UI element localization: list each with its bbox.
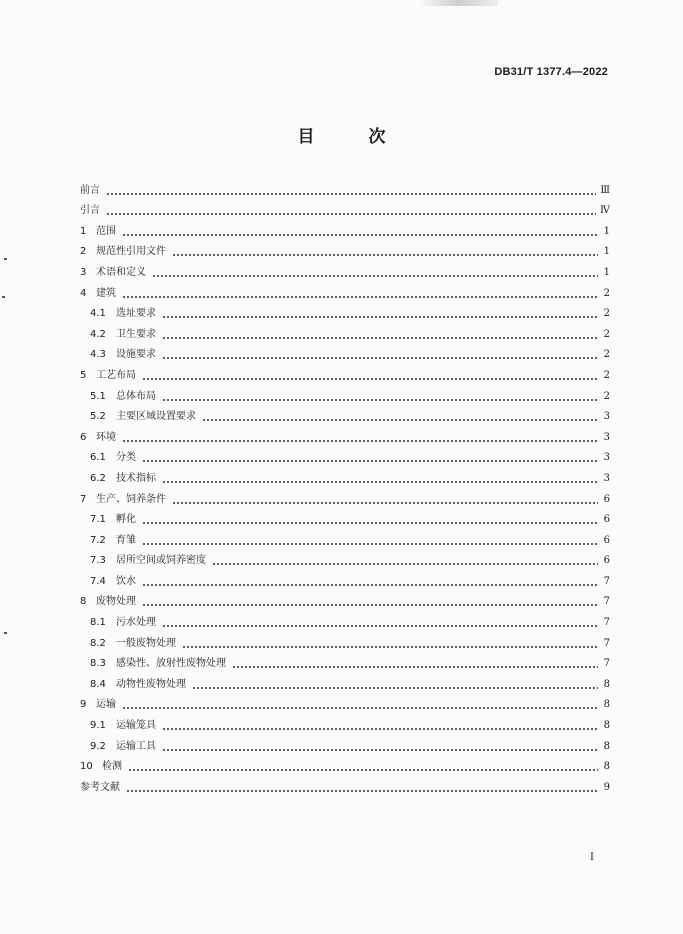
toc-dot-leader (162, 749, 598, 751)
toc-entry[interactable] (80, 198, 610, 219)
toc-dot-leader (126, 790, 598, 792)
toc-entry-page: 1 (603, 266, 610, 278)
toc-entry-page: 2 (603, 287, 610, 299)
toc-entry-label: 参考文献 (80, 781, 120, 793)
toc-entry-label: 设施要求 (116, 349, 156, 361)
toc-dot-leader (232, 666, 598, 668)
toc-entry-number: 6 (80, 431, 87, 443)
toc-dot-leader (142, 378, 598, 380)
toc-entry-page: 8 (603, 678, 610, 690)
toc-dot-leader (122, 707, 598, 709)
toc-entry-page: 6 (603, 555, 610, 567)
toc-entry-number: 4.3 (90, 349, 106, 361)
toc-entry-page: 1 (603, 246, 610, 258)
toc-entry-page: 3 (603, 472, 610, 484)
toc-entry-label: 环境 (96, 431, 116, 443)
toc-entry[interactable] (80, 609, 610, 630)
toc-entry-page: 6 (603, 514, 610, 526)
toc-dot-leader (162, 316, 598, 318)
toc-entry[interactable] (80, 733, 610, 754)
toc-entry-number: 6.2 (90, 472, 106, 484)
toc-dot-leader (152, 275, 598, 277)
toc-entry-page: 7 (603, 658, 610, 670)
toc-dot-leader (142, 460, 598, 462)
toc-entry-page: 2 (603, 308, 610, 320)
toc-entry-page: 9 (603, 781, 610, 793)
toc-entry[interactable] (80, 465, 610, 486)
toc-entry[interactable] (80, 259, 610, 280)
toc-entry-number: 9 (80, 699, 87, 711)
toc-entry-page: 3 (603, 452, 610, 464)
toc-entry-label: 范围 (96, 225, 116, 237)
toc-entry-page: 6 (603, 493, 610, 505)
toc-entry-number: 3 (80, 266, 87, 278)
toc-dot-leader (122, 234, 598, 236)
scan-mark (2, 296, 5, 298)
toc-dot-leader (162, 357, 598, 359)
toc-entry-page: 2 (603, 369, 610, 381)
toc-dot-leader (172, 502, 598, 504)
toc-entry[interactable] (80, 589, 610, 610)
toc-entry-page: 8 (603, 699, 610, 711)
toc-entry[interactable] (80, 280, 610, 301)
toc-entry-label: 动物性废物处理 (116, 678, 186, 690)
toc-entry-label: 工艺布局 (96, 369, 136, 381)
toc-entry[interactable] (80, 527, 610, 548)
page-title: 目 次 (297, 127, 410, 147)
toc-entry-page: 7 (603, 637, 610, 649)
toc-dot-leader (142, 604, 598, 606)
toc-entry-number: 7.2 (90, 534, 106, 546)
toc-entry[interactable] (80, 568, 610, 589)
toc-entry[interactable] (80, 342, 610, 363)
toc-dot-leader (162, 728, 598, 730)
toc-dot-leader (202, 419, 598, 421)
toc-entry-label: 前言 (80, 184, 100, 196)
toc-entry-label: 规范性引用文件 (96, 246, 166, 258)
toc-entry[interactable] (80, 651, 610, 672)
toc-entry-label: 感染性、放射性废物处理 (116, 658, 226, 670)
toc-entry-number: 8.4 (90, 678, 106, 690)
toc-entry-label: 技术指标 (116, 472, 156, 484)
toc-entry-label: 引言 (80, 205, 100, 217)
toc-entry-number: 7.4 (90, 575, 106, 587)
toc-entry-label: 建筑 (96, 287, 116, 299)
toc-entry-number: 7.3 (90, 555, 106, 567)
toc-entry-label: 污水处理 (116, 617, 156, 629)
toc-entry-label: 孵化 (116, 514, 136, 526)
scan-mark (4, 258, 7, 260)
toc-entry[interactable] (80, 404, 610, 425)
toc-dot-leader (122, 440, 598, 442)
toc-entry-page: 2 (603, 390, 610, 402)
toc-entry-label: 废物处理 (96, 596, 136, 608)
toc-entry[interactable] (80, 712, 610, 733)
scan-mark (4, 632, 7, 634)
toc-entry-number: 5.1 (90, 390, 106, 402)
toc-entry-label: 一般废物处理 (116, 637, 176, 649)
toc-dot-leader (182, 646, 598, 648)
toc-entry-page: 8 (603, 720, 610, 732)
toc-dot-leader (142, 543, 598, 545)
toc-entry[interactable] (80, 301, 610, 322)
toc-dot-leader (128, 769, 598, 771)
toc-entry-number: 4 (80, 287, 87, 299)
toc-entry-label: 育雏 (116, 534, 136, 546)
toc-entry-label: 总体布局 (116, 390, 156, 402)
toc-entry-number: 8.3 (90, 658, 106, 670)
toc-dot-leader (122, 296, 598, 298)
toc-dot-leader (106, 213, 596, 215)
toc-entry[interactable] (80, 218, 610, 239)
toc-entry[interactable] (80, 362, 610, 383)
toc-entry[interactable] (80, 486, 610, 507)
toc-entry[interactable] (80, 630, 610, 651)
toc-entry[interactable] (80, 692, 610, 713)
toc-entry-number: 7 (80, 493, 87, 505)
standard-code: DB31/T 1377.4—2022 (494, 66, 608, 78)
toc-entry[interactable] (80, 754, 610, 775)
toc-entry[interactable] (80, 774, 610, 795)
toc-entry-number: 4.2 (90, 328, 106, 340)
table-of-contents (80, 177, 610, 795)
toc-entry-page: 7 (603, 596, 610, 608)
toc-entry-label: 分类 (116, 452, 136, 464)
toc-entry-page: 2 (603, 349, 610, 361)
toc-entry-label: 运输工具 (116, 740, 156, 752)
toc-entry[interactable] (80, 507, 610, 528)
toc-entry-page: 8 (603, 761, 610, 773)
toc-entry-number: 2 (80, 246, 87, 258)
toc-entry-label: 居所空间或饲养密度 (116, 555, 206, 567)
toc-entry-number: 6.1 (90, 452, 106, 464)
toc-entry-number: 9.1 (90, 720, 106, 732)
toc-entry-label: 运输 (96, 699, 116, 711)
toc-entry[interactable] (80, 383, 610, 404)
page-number: I (590, 852, 594, 863)
toc-dot-leader (212, 563, 598, 565)
toc-entry[interactable] (80, 239, 610, 260)
toc-dot-leader (162, 399, 598, 401)
toc-entry-number: 7.1 (90, 514, 106, 526)
toc-entry-label: 检测 (102, 761, 122, 773)
toc-entry[interactable] (80, 177, 610, 198)
toc-entry-number: 10 (80, 761, 93, 773)
toc-entry-label: 饮水 (116, 575, 136, 587)
toc-entry-page: 8 (603, 740, 610, 752)
toc-entry[interactable] (80, 321, 610, 342)
toc-dot-leader (162, 625, 598, 627)
toc-entry-page: 6 (603, 534, 610, 546)
toc-entry-page: 2 (603, 328, 610, 340)
toc-dot-leader (162, 337, 598, 339)
scan-smudge (418, 0, 498, 6)
toc-entry-label: 运输笼具 (116, 720, 156, 732)
toc-entry-label: 选址要求 (116, 308, 156, 320)
toc-entry[interactable] (80, 671, 610, 692)
toc-dot-leader (172, 254, 598, 256)
toc-entry-number: 4.1 (90, 308, 106, 320)
toc-entry[interactable] (80, 548, 610, 569)
toc-entry-number: 9.2 (90, 740, 106, 752)
toc-entry[interactable] (80, 445, 610, 466)
toc-entry-page: Ⅳ (600, 205, 610, 217)
toc-entry-page: 7 (603, 617, 610, 629)
toc-entry-page: 7 (603, 575, 610, 587)
toc-entry-number: 8 (80, 596, 87, 608)
toc-dot-leader (142, 584, 598, 586)
toc-dot-leader (192, 687, 598, 689)
toc-entry-page: Ⅲ (600, 184, 610, 196)
toc-entry-label: 卫生要求 (116, 328, 156, 340)
toc-entry-page: 3 (603, 431, 610, 443)
toc-dot-leader (106, 193, 596, 195)
toc-entry-number: 8.1 (90, 617, 106, 629)
toc-entry-label: 生产、饲养条件 (96, 493, 166, 505)
toc-entry-number: 8.2 (90, 637, 106, 649)
toc-entry-page: 1 (603, 225, 610, 237)
toc-entry-number: 5 (80, 369, 87, 381)
toc-dot-leader (162, 481, 598, 483)
toc-entry[interactable] (80, 424, 610, 445)
toc-entry-label: 主要区域设置要求 (116, 411, 196, 423)
toc-entry-number: 5.2 (90, 411, 106, 423)
toc-dot-leader (142, 522, 598, 524)
toc-entry-page: 3 (603, 411, 610, 423)
toc-entry-number: 1 (80, 225, 87, 237)
toc-entry-label: 术语和定义 (96, 266, 146, 278)
